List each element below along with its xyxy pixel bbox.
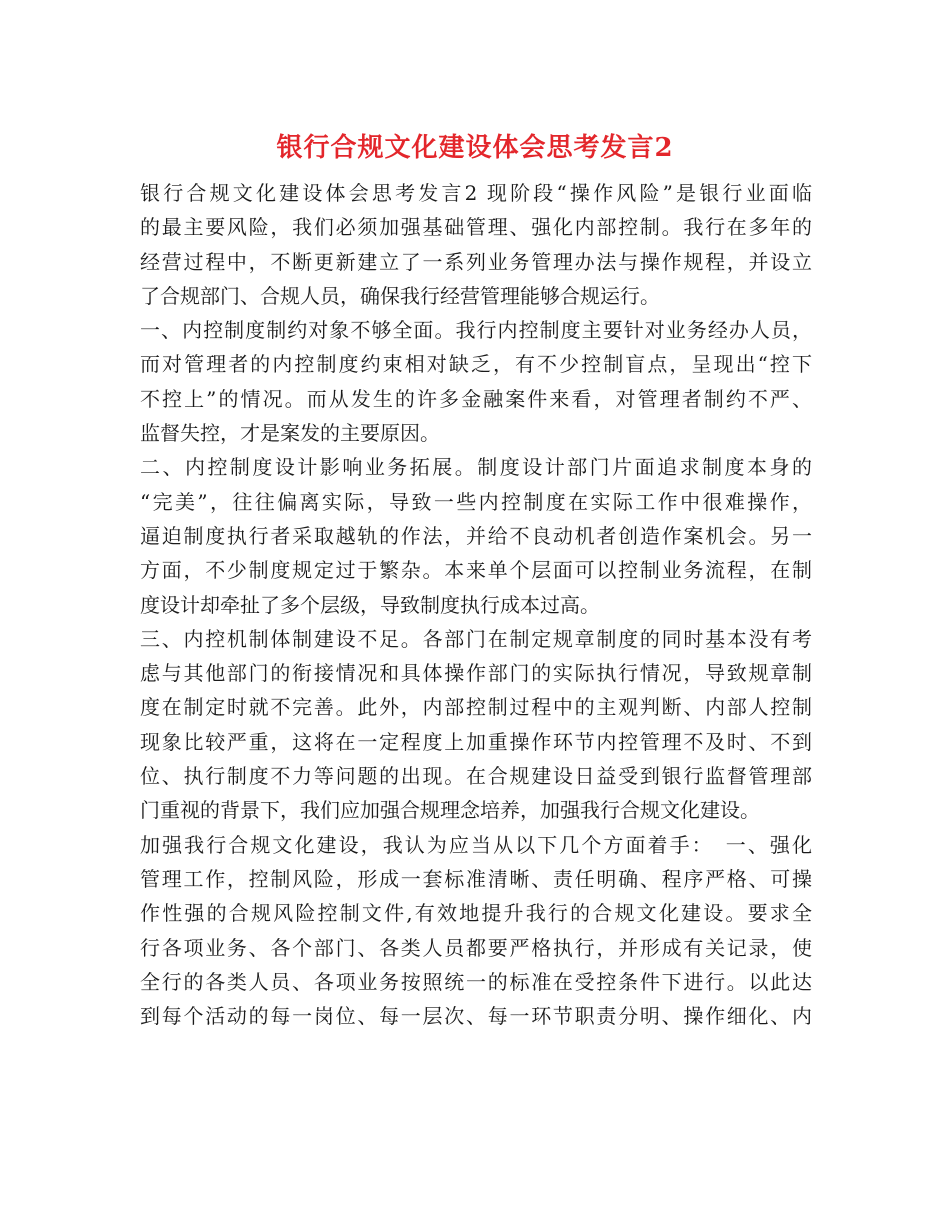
text-line: 门重视的背景下，我们应加强合规理念培养，加强我行合规文化建设。 [140,798,760,823]
text-line: 经营过程中，不断更新建立了一系列业务管理办法与操作规程，并设立 [140,249,812,274]
text-line: 方面，不少制度规定过于繁杂。本来单个层面可以控制业务流程，在制 [140,558,812,583]
text-line: 银行合规文化建设体会思考发言2 现阶段“操作风险”是银行业面临 [140,181,812,205]
text-line: 全行的各类人员、各项业务按照统一的标准在受控条件下进行。以此达 [140,969,812,994]
text-line: 现象比较严重，这将在一定程度上加重操作环节内控管理不及时、不到 [140,729,812,754]
text-line: 度在制定时就不完善。此外，内部控制过程中的主观判断、内部人控制 [140,695,812,720]
text-line: 的最主要风险，我们必须加强基础管理、强化内部控制。我行在多年的 [140,215,812,240]
document-title: 银行合规文化建设体会思考发言2 [276,133,674,163]
text-line: 不控上”的情况。而从发生的许多金融案件来看，对管理者制约不严、 [140,386,812,411]
text-line: 逼迫制度执行者采取越轨的作法，并给不良动机者创造作案机会。另一 [140,523,812,548]
text-line: 度设计却牵扯了多个层级，导致制度执行成本过高。 [140,592,600,617]
text-line: 作性强的合规风险控制文件,有效地提升我行的合规文化建设。要求全 [140,901,812,926]
text-line: 一、内控制度制约对象不够全面。我行内控制度主要针对业务经办人员， [140,318,812,343]
text-line: 虑与其他部门的衔接情况和具体操作部门的实际执行情况，导致规章制 [140,661,812,686]
text-line: 位、执行制度不力等问题的出现。在合规建设日益受到银行监督管理部 [140,764,812,789]
text-line: “完美”，往往偏离实际，导致一些内控制度在实际工作中很难操作， [140,489,812,514]
text-line: 加强我行合规文化建设，我认为应当从以下几个方面着手： 一、强化 [140,832,812,857]
text-line: 到每个活动的每一岗位、每一层次、每一环节职责分明、操作细化、内 [140,1004,812,1029]
text-line: 行各项业务、各个部门、各类人员都要严格执行，并形成有关记录，使 [140,935,812,960]
text-line: 了合规部门、合规人员，确保我行经营管理能够合规运行。 [140,283,660,308]
document-body [140,176,812,1033]
text-line: 三、内控机制体制建设不足。各部门在制定规章制度的同时基本没有考 [140,626,812,651]
text-line: 管理工作，控制风险，形成一套标准清晰、责任明确、程序严格、可操 [140,866,812,891]
text-line: 二、内控制度设计影响业务拓展。制度设计部门片面追求制度本身的 [140,455,812,480]
text-line: 监督失控，才是案发的主要原因。 [140,421,440,446]
text-line: 而对管理者的内控制度约束相对缺乏，有不少控制盲点，呈现出“控下 [140,352,812,377]
